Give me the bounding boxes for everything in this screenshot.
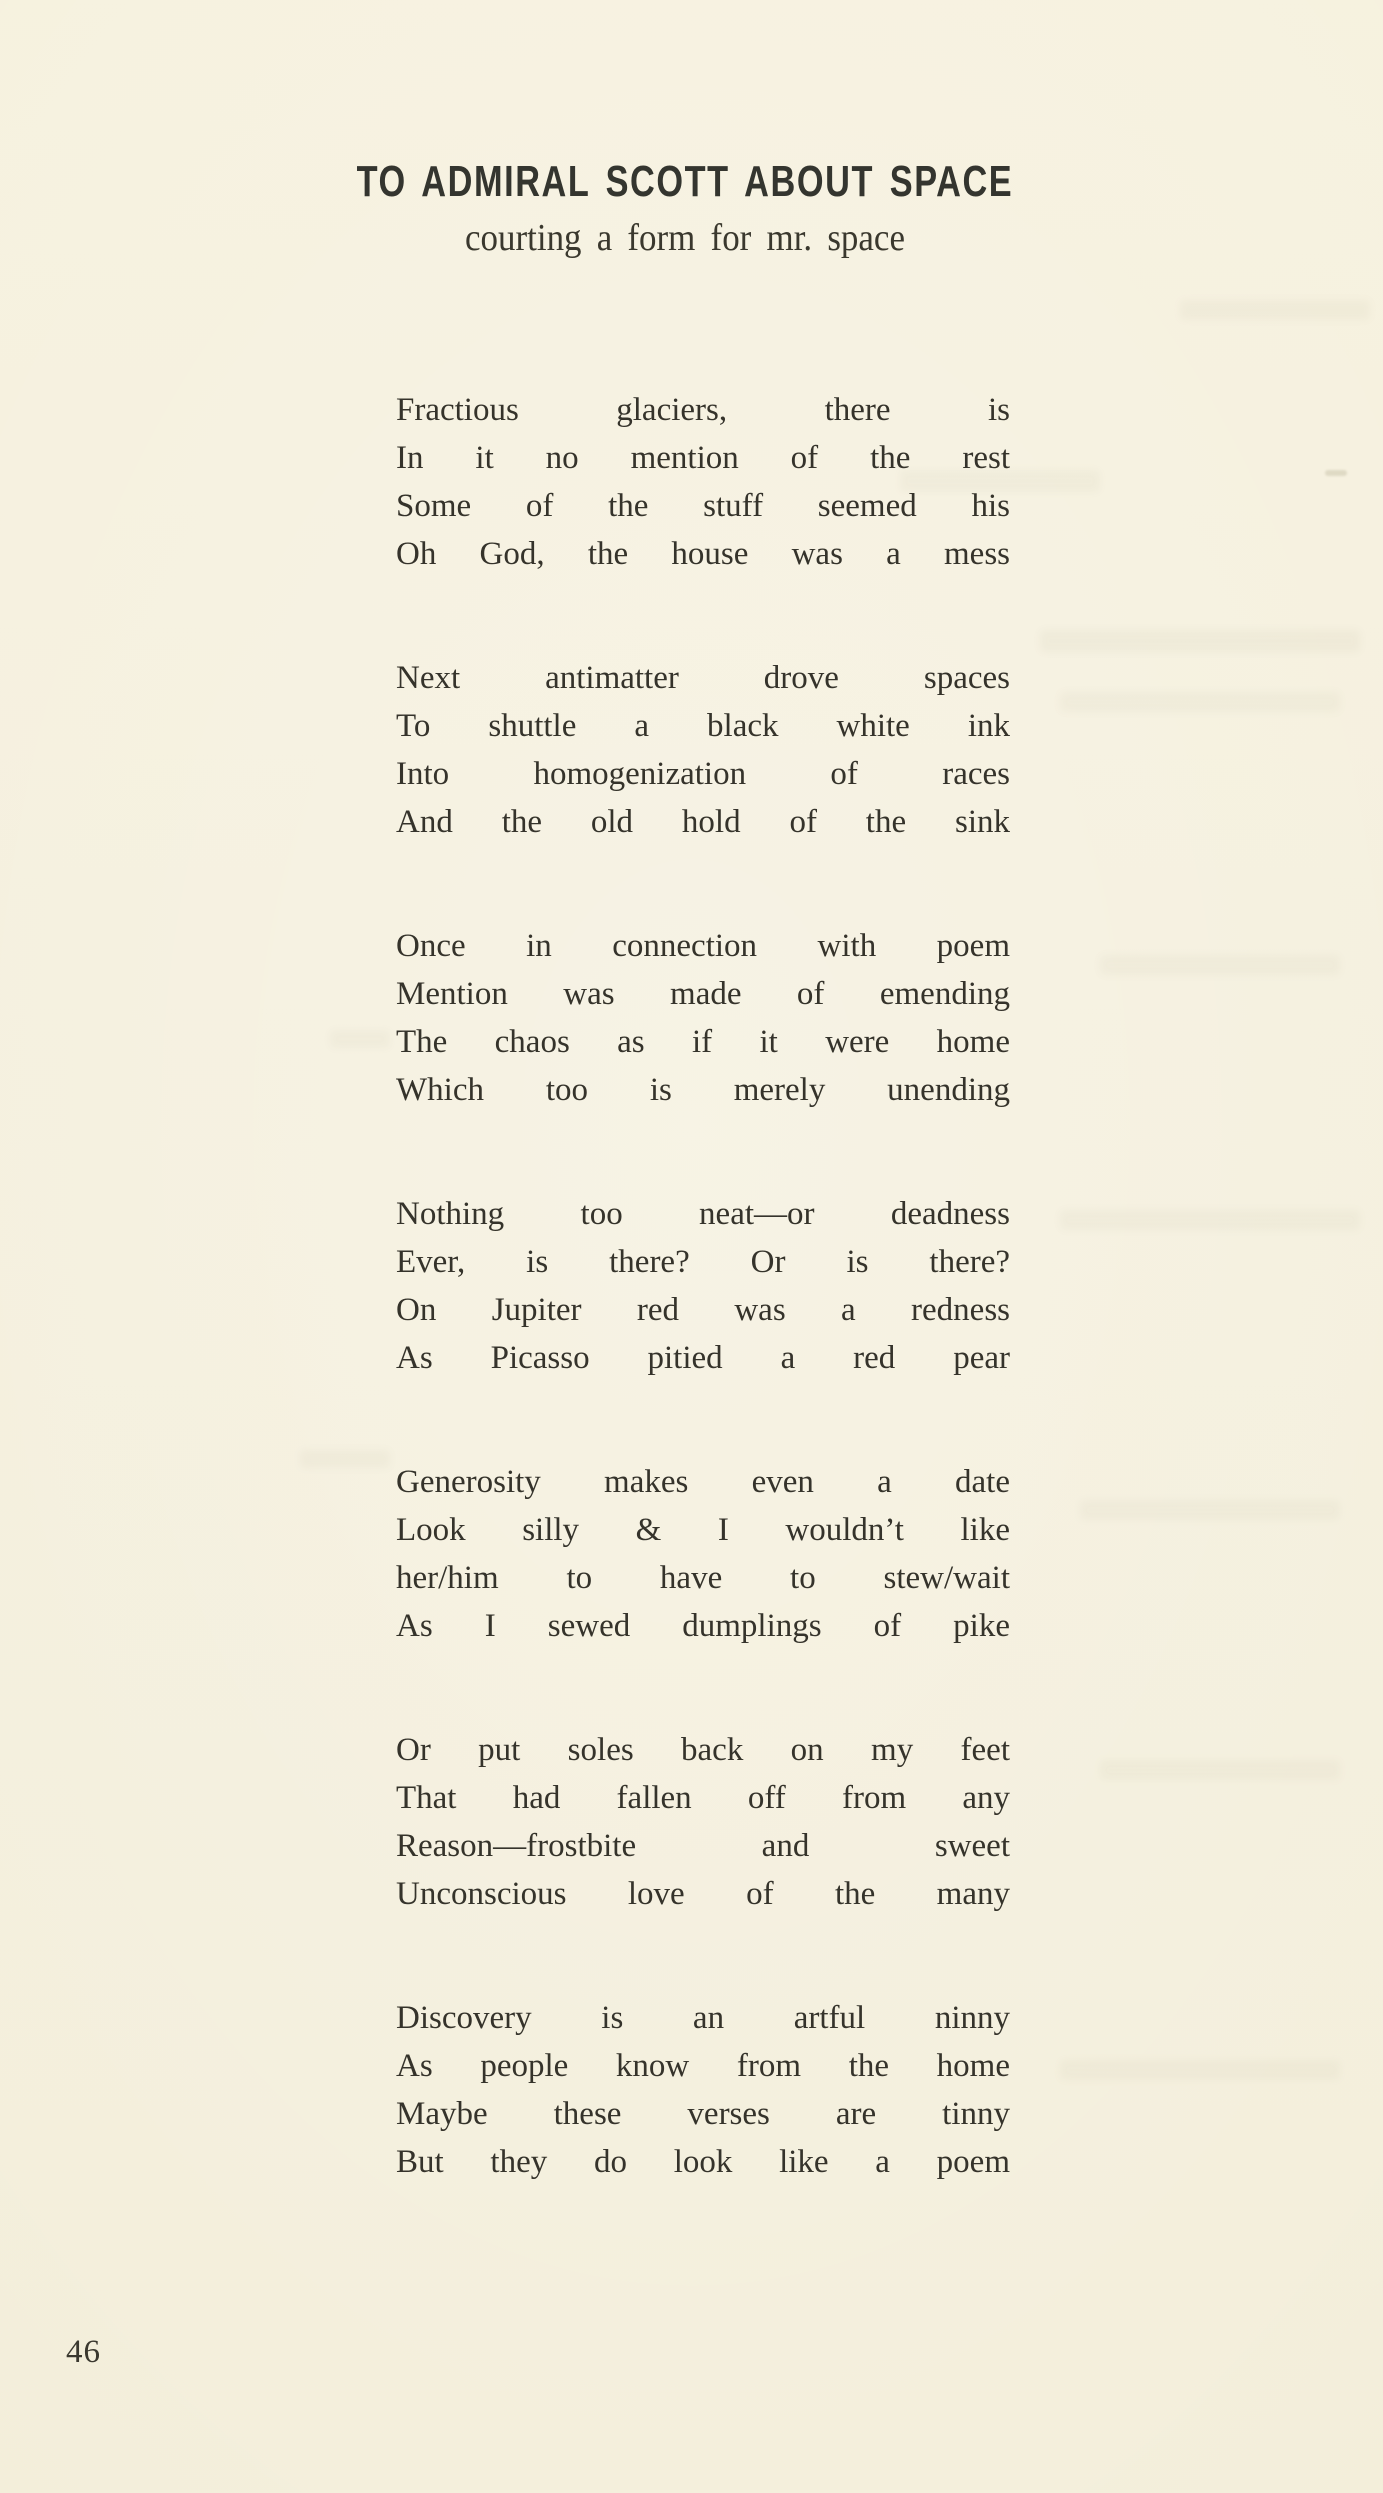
stanza-4 bbox=[396, 1190, 1010, 1382]
page-number: 46 bbox=[66, 2334, 101, 2370]
poem-line: Ever, is there? Or is there? bbox=[396, 1244, 1010, 1280]
showthrough-mark bbox=[1325, 470, 1347, 476]
poem-line: Or put soles back on my feet bbox=[396, 1732, 1010, 1768]
stanza-1 bbox=[396, 386, 1010, 578]
poem-line: Reason—frostbite and sweet bbox=[396, 1828, 1010, 1864]
showthrough-mark bbox=[300, 1450, 390, 1468]
showthrough-mark bbox=[1100, 955, 1340, 975]
poem-line: Some of the stuff seemed his bbox=[396, 488, 1010, 524]
showthrough-mark bbox=[1060, 692, 1340, 712]
showthrough-mark bbox=[1180, 300, 1370, 320]
showthrough-mark bbox=[1080, 1500, 1340, 1520]
poem-line: Oh God, the house was a mess bbox=[396, 536, 1010, 572]
poem-line: To shuttle a black white ink bbox=[396, 708, 1010, 744]
poem-line: her/him to have to stew/wait bbox=[396, 1560, 1010, 1596]
poem-line: Nothing too neat—or deadness bbox=[396, 1196, 1010, 1232]
stanza-3 bbox=[396, 922, 1010, 1114]
showthrough-mark bbox=[1060, 2060, 1340, 2080]
poem-line: As people know from the home bbox=[396, 2048, 1010, 2084]
poem-body bbox=[396, 386, 1010, 2186]
poem-line: Next antimatter drove spaces bbox=[396, 660, 1010, 696]
stanza-5 bbox=[396, 1458, 1010, 1650]
poem-line: Maybe these verses are tinny bbox=[396, 2096, 1010, 2132]
poem-line: On Jupiter red was a redness bbox=[396, 1292, 1010, 1328]
poem-line: Into homogenization of races bbox=[396, 756, 1010, 792]
stanza-6 bbox=[396, 1726, 1010, 1918]
poem-line: Unconscious love of the many bbox=[396, 1876, 1010, 1912]
poem-line: Fractious glaciers, there is bbox=[396, 392, 1010, 428]
poem-line: Look silly & I wouldn’t like bbox=[396, 1512, 1010, 1548]
poem-line: Discovery is an artful ninny bbox=[396, 2000, 1010, 2036]
poem-title: TO ADMIRAL SCOTT ABOUT SPACE bbox=[356, 157, 1014, 206]
poem-line: Generosity makes even a date bbox=[396, 1464, 1010, 1500]
poem-line: That had fallen off from any bbox=[396, 1780, 1010, 1816]
poem-line: In it no mention of the rest bbox=[396, 440, 1010, 476]
showthrough-mark bbox=[330, 1030, 390, 1048]
poem-line: Which too is merely unending bbox=[396, 1072, 1010, 1108]
poem-line: Mention was made of emending bbox=[396, 976, 1010, 1012]
poem-line: As Picasso pitied a red pear bbox=[396, 1340, 1010, 1376]
poem-line: Once in connection with poem bbox=[396, 928, 1010, 964]
showthrough-mark bbox=[1040, 630, 1360, 652]
stanza-7 bbox=[396, 1994, 1010, 2186]
poem-line: And the old hold of the sink bbox=[396, 804, 1010, 840]
poem-line: But they do look like a poem bbox=[396, 2144, 1010, 2180]
poem-subtitle: courting a form for mr. space bbox=[465, 217, 905, 259]
showthrough-mark bbox=[1100, 1760, 1340, 1780]
poem-header bbox=[0, 157, 1370, 260]
stanza-2 bbox=[396, 654, 1010, 846]
showthrough-mark bbox=[1060, 1210, 1360, 1230]
poem-line: As I sewed dumplings of pike bbox=[396, 1608, 1010, 1644]
poem-line: The chaos as if it were home bbox=[396, 1024, 1010, 1060]
